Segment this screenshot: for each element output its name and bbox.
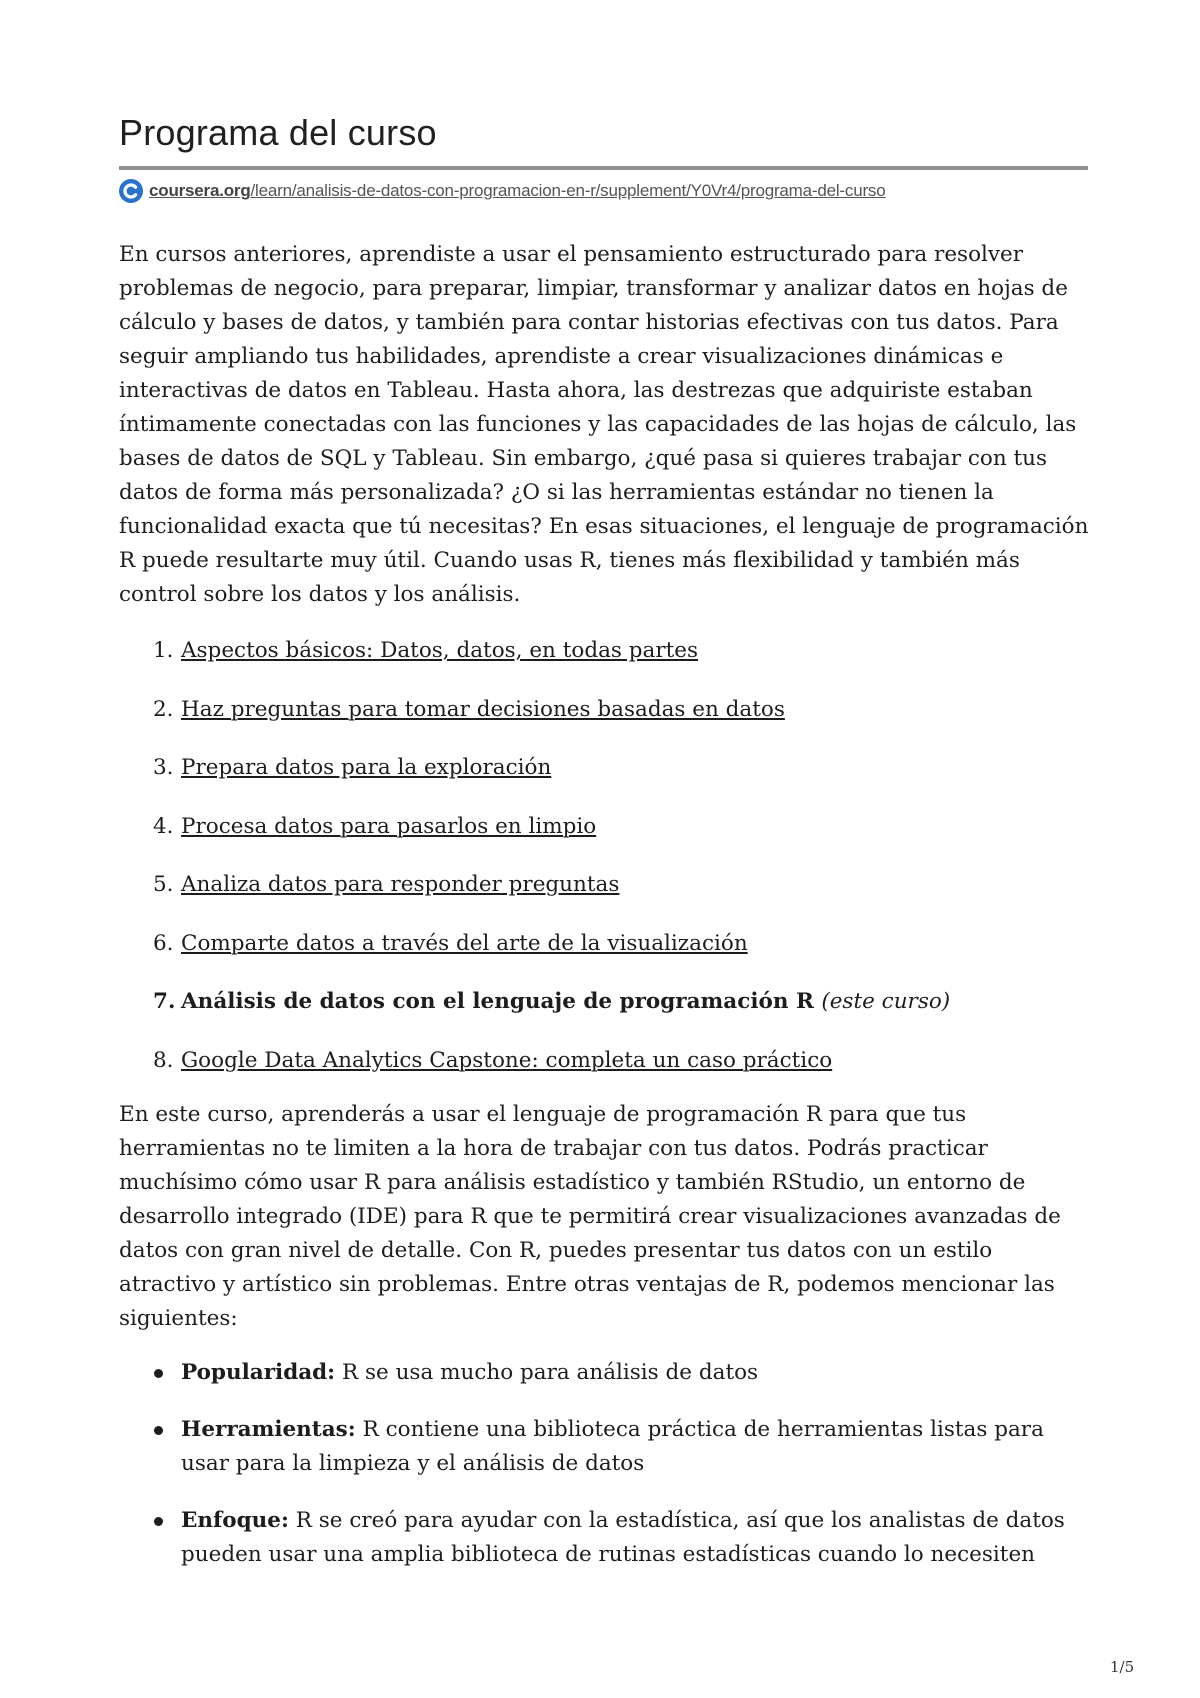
course-item-4: 4. Procesa datos para pasarlos en limpio (153, 813, 597, 839)
benefit-item (181, 1504, 1094, 1572)
course-link-8[interactable]: Google Data Analytics Capstone: completa un caso práctico (181, 1047, 833, 1073)
course-item-1: 1. Aspectos básicos: Datos, datos, en todas partes (153, 638, 699, 663)
course-list (119, 634, 1094, 1078)
intro-paragraph: En cursos anteriores, aprendiste a usar el pensamiento estructurado para resolver problemas de negocio, para preparar, limpiar, transformar y analizar datos en hojas de cálculo y bases de datos, y también para contar historias efectivas con tus datos. Para seguir ampliando tus habilidades, aprendiste a crear visualizaciones dinámicas e interactivas de datos en Tableau. Hasta ahora, las destrezas que adquiriste estaban íntimamente conectadas con las funciones y las capacidades de las hojas de cálculo, las bases de datos de SQL y Tableau. Sin embargo, ¿qué pasa si quieres trabajar con tus datos de forma más personalizada? ¿O si las herramientas estándar no tienen la funcionalidad exacta que tú necesitas? En esas situaciones, el lenguaje de programación R puede resultarte muy útil. Cuando usas R, tienes más flexibilidad y también más control sobre los datos y los análisis. (119, 242, 1089, 607)
bullet-icon (154, 1369, 163, 1378)
source-path: /learn/analisis-de-datos-con-programacion-en-r/supplement/Y0Vr4/programa-del-curso (250, 181, 886, 200)
benefit-text: R se creó para ayudar con la estadística, así que los analistas de datos pueden usar una amplia biblioteca de rutinas estadísticas cuando lo necesiten (181, 1508, 1065, 1567)
course-link-4[interactable]: Procesa datos para pasarlos en limpio (181, 813, 597, 839)
course-link-5[interactable]: Analiza datos para responder preguntas (181, 872, 620, 897)
benefit-term: Herramientas: (181, 1417, 356, 1442)
benefit-item (181, 1413, 1094, 1481)
source-domain: coursera.org (149, 181, 251, 200)
document-body (119, 238, 1094, 1595)
benefit-item (181, 1356, 1094, 1390)
benefit-text: R se usa mucho para análisis de datos (341, 1360, 759, 1385)
course-item-current: 7. Análisis de datos con el lenguaje de programación R (este curso) (153, 989, 951, 1014)
course-link-2[interactable]: Haz preguntas para tomar decisiones basadas en datos (181, 696, 785, 722)
source-line (119, 178, 885, 204)
course-item-5: 5. Analiza datos para responder preguntas (153, 872, 620, 897)
benefit-term: Popularidad: (181, 1360, 336, 1385)
coursera-icon (119, 179, 143, 203)
page-number: 1/5 (1110, 1658, 1135, 1676)
source-url-link[interactable] (149, 181, 885, 201)
course-link-1[interactable]: Aspectos básicos: Datos, datos, en todas partes (181, 638, 699, 663)
benefit-list (119, 1356, 1094, 1572)
course-item-2: 2. Haz preguntas para tomar decisiones basadas en datos (153, 696, 785, 722)
benefit-term: Enfoque: (181, 1508, 289, 1533)
page-title: Programa del curso (119, 112, 437, 153)
bullet-icon (154, 1426, 163, 1435)
title-divider (119, 166, 1088, 170)
course-item-3: 3. Prepara datos para la exploración (153, 755, 552, 780)
bullet-icon (154, 1517, 163, 1526)
course-item-8: 8. Google Data Analytics Capstone: completa un caso práctico (153, 1047, 833, 1073)
course-item-6: 6. Comparte datos a través del arte de la visualización (153, 930, 748, 956)
course-description: En este curso, aprenderás a usar el lenguaje de programación R para que tus herramientas no te limiten a la hora de trabajar con tus datos. Podrás practicar muchísimo cómo usar R para análisis estadístico y también RStudio, un entorno de desarrollo integrado (IDE) para R que te permitirá crear visualizaciones avanzadas de datos con gran nivel de detalle. Con R, puedes presentar tus datos con un estilo atractivo y artístico sin problemas. Entre otras ventajas de R, podemos mencionar las siguientes: (119, 1102, 1061, 1331)
course-link-6[interactable]: Comparte datos a través del arte de la visualización (181, 930, 748, 956)
current-course-label: Análisis de datos con el lenguaje de programación R (181, 989, 814, 1014)
benefit-text: R contiene una biblioteca práctica de herramientas listas para usar para la limpieza y el análisis de datos (181, 1417, 1044, 1476)
current-course-note: (este curso) (821, 989, 951, 1014)
course-link-3[interactable]: Prepara datos para la exploración (181, 755, 552, 780)
